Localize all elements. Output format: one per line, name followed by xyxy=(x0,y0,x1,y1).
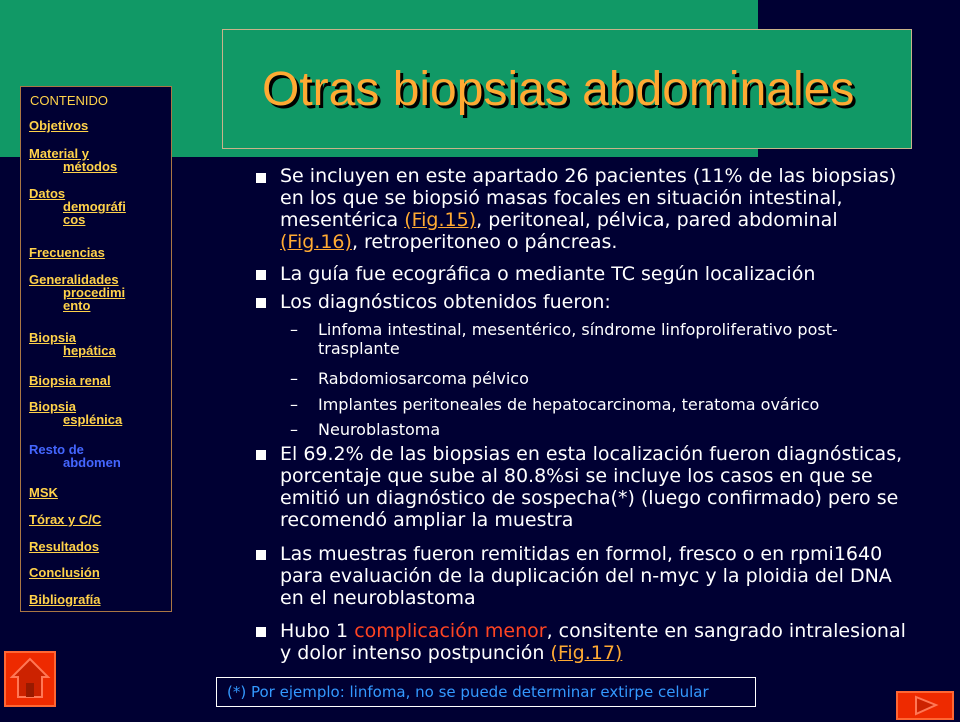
fig-17-link[interactable]: (Fig.17) xyxy=(550,642,623,664)
nav-material-metodos[interactable] xyxy=(29,147,117,173)
home-button[interactable] xyxy=(4,651,56,707)
nav-biopsia-hepatica[interactable] xyxy=(29,331,116,357)
fig-15-link[interactable]: (Fig.15) xyxy=(404,209,477,231)
nav-objetivos-label: Objetivos xyxy=(29,118,89,133)
complication-text: complicación menor xyxy=(354,620,547,642)
sub-dash: – xyxy=(290,395,298,414)
next-slide-button[interactable] xyxy=(896,691,954,720)
nav-datos-demograficos[interactable] xyxy=(29,187,126,226)
bullet-1-text-c: , retroperitoneo o páncreas. xyxy=(351,231,618,253)
nav-datos-label-3: cos xyxy=(63,212,86,227)
bullet-1-text-a: Se incluyen en este apartado 26 pacientes (11% de las biopsias) en los que se biopsió masas focales en situación intestinal, mesentérica xyxy=(280,165,897,231)
nav-esplenica-label-1: Biopsia xyxy=(29,399,76,414)
bullet-marker xyxy=(256,270,266,280)
nav-resto-label-1: Resto de xyxy=(29,442,84,457)
nav-objetivos[interactable] xyxy=(29,119,88,132)
bullet-1-text-b: , peritoneal, pélvica, pared abdominal xyxy=(476,209,838,231)
slide-title: Otras biopsias abdominales xyxy=(262,63,855,116)
nav-hepatica-label-1: Biopsia xyxy=(29,330,76,345)
nav-hepatica-label-2: hepática xyxy=(63,343,116,358)
next-slide-icon xyxy=(898,693,952,718)
bullet-6-text-a: Hubo 1 xyxy=(280,620,355,642)
nav-conclusion[interactable] xyxy=(29,566,100,579)
bullet-marker xyxy=(256,173,266,183)
nav-generalidades-label-3: ento xyxy=(63,298,91,313)
nav-generalidades-label-1: Generalidades xyxy=(29,272,119,287)
nav-bibliografia-label: Bibliografía xyxy=(29,592,101,607)
bullet-3: Los diagnósticos obtenidos fueron: xyxy=(280,291,611,313)
nav-msk[interactable] xyxy=(29,486,58,499)
nav-generalidades-label-2: procedimi xyxy=(63,285,126,300)
bullet-4: El 69.2% de las biopsias en esta localización fueron diagnósticas, porcentaje que sube al 80.8%si se incluye los casos en que se emitió un diagnóstico de sospecha(*) (luego confirmado) pero se recomendó ampliar la muestra xyxy=(280,443,903,531)
nav-conclusion-label: Conclusión xyxy=(29,565,100,580)
nav-material-metodos-label-1: Material y xyxy=(29,146,89,161)
sub-dash: – xyxy=(290,320,298,339)
nav-biopsia-esplenica[interactable] xyxy=(29,400,122,426)
fig-16-link[interactable]: (Fig.16) xyxy=(280,231,352,253)
bullet-6-text-b: , consitente en sangrado intralesional y dolor intenso postpunción xyxy=(280,620,906,664)
nav-esplenica-label-2: esplénica xyxy=(63,412,123,427)
sidebar-header: CONTENIDO xyxy=(30,93,108,108)
bullet-1 xyxy=(280,165,910,253)
nav-frecuencias-label: Frecuencias xyxy=(29,245,105,260)
nav-resto-abdomen xyxy=(29,443,121,469)
bullet-marker xyxy=(256,627,266,637)
sub-item-1: Linfoma intestinal, mesentérico, síndrome linfoproliferativo post-trasplante xyxy=(318,320,838,358)
footnote: (*) Por ejemplo: linfoma, no se puede determinar extirpe celular xyxy=(216,677,756,707)
nav-resto-label-2: abdomen xyxy=(63,455,121,470)
nav-bibliografia[interactable] xyxy=(29,593,101,606)
nav-frecuencias[interactable] xyxy=(29,246,105,259)
nav-torax-label: Tórax y C/C xyxy=(29,512,102,527)
sub-item-3: Implantes peritoneales de hepatocarcinoma, teratoma ovárico xyxy=(318,395,820,414)
bullet-6 xyxy=(280,620,910,664)
bullet-marker xyxy=(256,450,266,460)
sub-dash: – xyxy=(290,369,298,388)
bullet-5: Las muestras fueron remitidas en formol, fresco o en rpmi1640 para evaluación de la duplicación del n-myc y la ploidia del DNA en el neuroblastoma xyxy=(280,543,892,609)
nav-renal-label: Biopsia renal xyxy=(29,373,111,388)
bullet-marker xyxy=(256,298,266,308)
sub-dash: – xyxy=(290,420,298,439)
nav-msk-label: MSK xyxy=(29,485,58,500)
nav-resultados-label: Resultados xyxy=(29,539,100,554)
nav-generalidades[interactable] xyxy=(29,273,125,312)
sub-item-2: Rabdomiosarcoma pélvico xyxy=(318,369,529,388)
nav-datos-label-2: demográfi xyxy=(63,199,126,214)
nav-resultados[interactable] xyxy=(29,540,99,553)
bullet-marker xyxy=(256,550,266,560)
nav-torax[interactable] xyxy=(29,513,101,526)
bullet-2: La guía fue ecográfica o mediante TC según localización xyxy=(280,263,816,285)
home-icon xyxy=(6,653,54,705)
nav-datos-label-1: Datos xyxy=(29,186,66,201)
nav-biopsia-renal[interactable] xyxy=(29,374,111,387)
nav-material-metodos-label-2: métodos xyxy=(63,159,118,174)
sub-item-4: Neuroblastoma xyxy=(318,420,441,439)
